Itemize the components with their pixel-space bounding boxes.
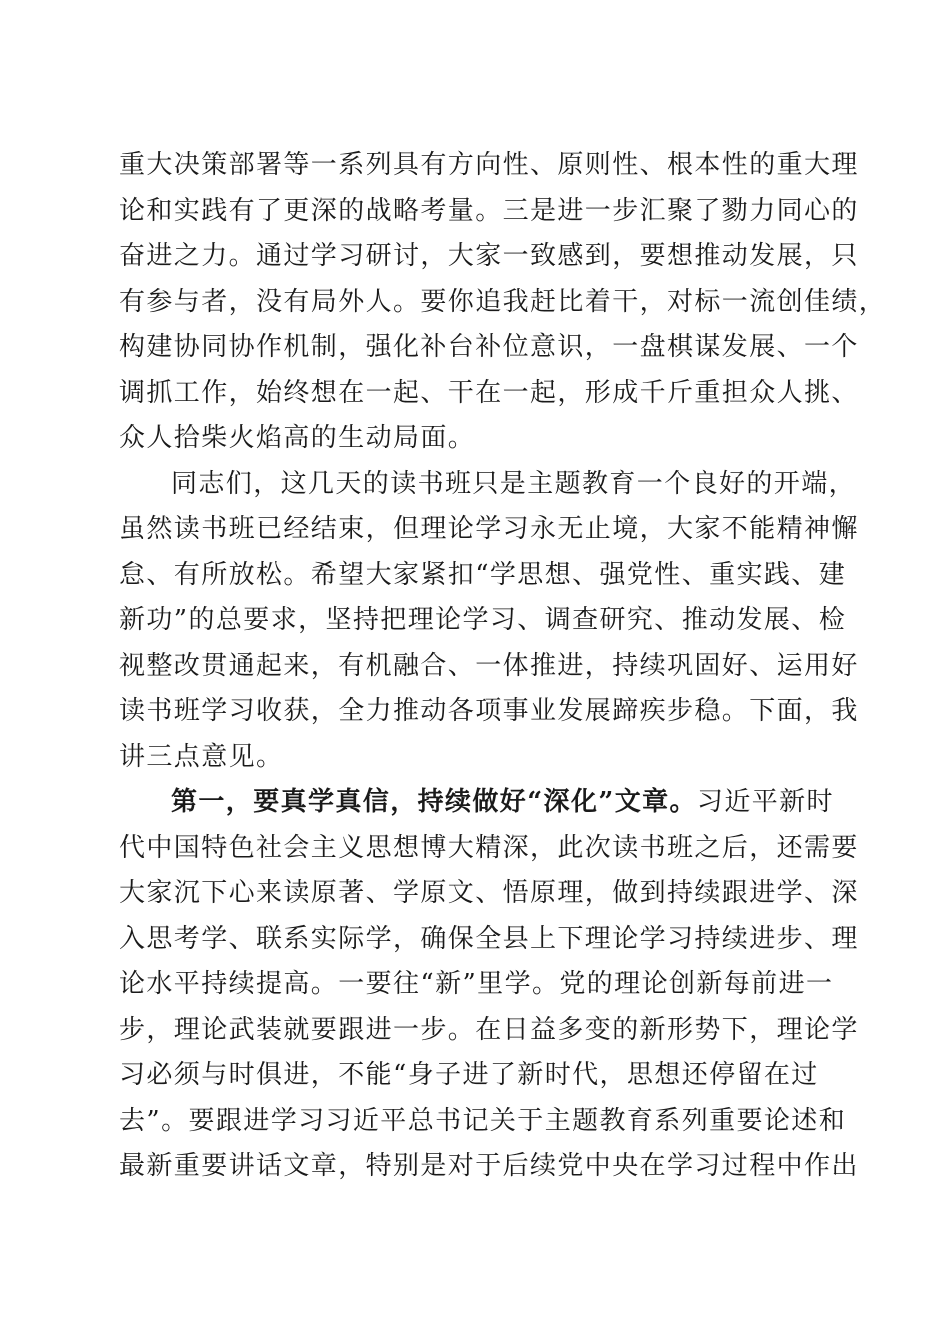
text-line: 论水平持续提高。一要往“新”里学。党的理论创新每前进一 bbox=[119, 969, 834, 999]
heading-line-rest: 习近平新时 bbox=[696, 787, 834, 817]
text-line: 有参与者，没有局外人。要你追我赶比着干，对标一流创佳绩， bbox=[119, 286, 887, 317]
text-line: 论和实践有了更深的战略考量。三是进一步汇聚了勠力同心的 bbox=[119, 195, 859, 226]
text-line: 大家沉下心来读原著、学原文、悟原理，做到持续跟进学、深 bbox=[119, 878, 859, 908]
paragraph-1 bbox=[119, 143, 887, 462]
text-line bbox=[119, 780, 834, 826]
text-line: 去”。要跟进学习习近平总书记关于主题教育系列重要论述和 bbox=[119, 1105, 847, 1136]
text-line: 视整改贯通起来，有机融合、一体推进，持续巩固好、运用好 bbox=[119, 650, 859, 681]
document-body bbox=[119, 143, 887, 1190]
text-line: 步，理论武装就要跟进一步。在日益多变的新形势下，理论学 bbox=[119, 1014, 859, 1045]
text-line: 读书班学习收获，全力推动各项事业发展蹄疾步稳。下面，我 bbox=[119, 696, 859, 726]
text-line: 习必须与时俱进，不能“身子进了新时代，思想还停留在过 bbox=[119, 1060, 819, 1090]
text-line: 怠、有所放松。希望大家紧扣“学思想、强党性、重实践、建 bbox=[119, 559, 847, 590]
text-line: 入思考学、联系实际学，确保全县上下理论学习持续进步、理 bbox=[119, 923, 859, 954]
text-line: 代中国特色社会主义思想博大精深，此次读书班之后，还需要 bbox=[119, 832, 859, 863]
text-line: 众人拾柴火焰高的生动局面。 bbox=[119, 423, 476, 453]
text-line: 讲三点意见。 bbox=[119, 741, 284, 772]
text-line: 最新重要讲话文章，特别是对于后续党中央在学习过程中作出 bbox=[119, 1151, 859, 1181]
paragraph-2 bbox=[119, 462, 859, 781]
text-line: 奋进之力。通过学习研讨，大家一致感到，要想推动发展，只 bbox=[119, 241, 859, 271]
text-line: 重大决策部署等一系列具有方向性、原则性、根本性的重大理 bbox=[119, 150, 859, 180]
section-heading: 第一，要真学真信，持续做好“深化”文章。 bbox=[171, 787, 697, 817]
text-line: 同志们，这几天的读书班只是主题教育一个良好的开端， bbox=[171, 468, 857, 499]
paragraph-3 bbox=[119, 780, 859, 1190]
text-line: 调抓工作，始终想在一起、干在一起，形成千斤重担众人挑、 bbox=[119, 377, 859, 408]
text-line: 新功”的总要求，坚持把理论学习、调查研究、推动发展、检 bbox=[119, 605, 847, 635]
text-line: 构建协同协作机制，强化补台补位意识，一盘棋谋发展、一个 bbox=[119, 332, 859, 362]
text-line: 虽然读书班已经结束，但理论学习永无止境，大家不能精神懈 bbox=[119, 514, 859, 544]
